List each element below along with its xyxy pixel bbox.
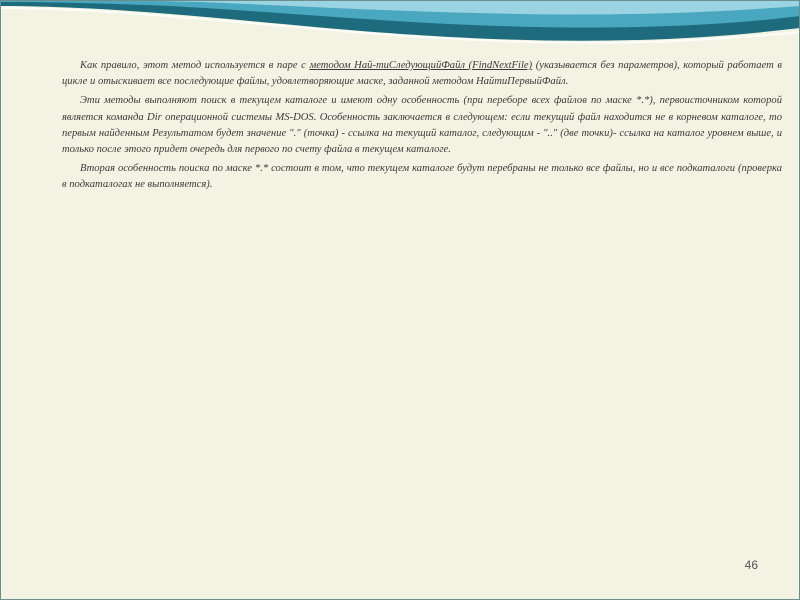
wave-header-decoration — [0, 0, 800, 60]
paragraph-1 — [62, 58, 782, 90]
paragraph-2: Эти методы выполняют поиск в текущем каталоге и имеют одну особенность (при переборе всех файлов по маске *.*), первоисточником которой является команда Dir операционной системы MS-DOS. Особенность заключается в следующем: если текущий файл находится не в корневом каталоге, то первым найденным Результатом будет значение "." (точка) - ссылка на текущий каталог, следующим - ".." (две точки)- ссылка на каталог уровнем выше, и только после этого придет очередь для первого по счету файла в текущем каталоге. — [62, 95, 782, 156]
paragraph-1-pre: Как правило, этот метод используется в паре с — [80, 60, 310, 71]
slide-body-text — [62, 58, 782, 197]
page-number: 46 — [744, 558, 758, 572]
paragraph-1-link[interactable]: методом Най-тиСледующийФайл (FindNextFile) — [309, 60, 533, 71]
paragraph-1-post: (указывается без параметров), который работает в цикле и отыскивает все последующие файлы, удовлетворяющие маске, заданной методом НайтиПервыйФайл. — [62, 60, 782, 88]
paragraph-3: Вторая особенность поиска по маске *.* состоит в том, что текущем каталоге будут перебраны не только все файлы, но и все подкаталоги (проверка в подкаталогах не выполняется). — [62, 163, 782, 191]
